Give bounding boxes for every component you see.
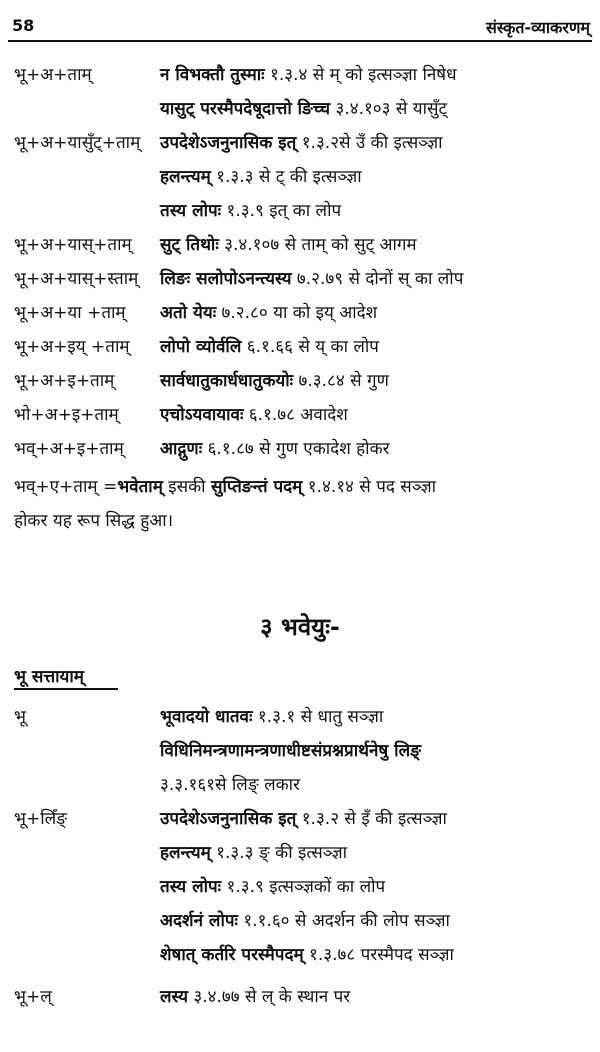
form-cell: भू+ल् [14, 987, 52, 1007]
page-number: 58 [12, 16, 35, 35]
derivation-row [0, 364, 600, 398]
sutra-text: सुट् तिथोः [160, 235, 219, 255]
sutra-note: ७.२.८० या को इय् आदेश [216, 303, 378, 323]
form-cell: भू+अ+इ+ताम् [14, 371, 115, 391]
sutra-text: उपदेशेऽजनुनासिक इत् [160, 133, 297, 153]
derivation-row [0, 398, 600, 432]
derivation-row [0, 700, 600, 734]
derivation-row [0, 768, 600, 802]
form-cell: भू+लिँङ् [14, 809, 67, 829]
sutra-note: ३.३.१६१से लिङ् लकार [160, 775, 301, 795]
form-cell: भू [14, 707, 26, 727]
derivation-row [0, 870, 600, 904]
subheading-underline [14, 688, 118, 690]
derivation-row [0, 126, 600, 160]
derivation-row [0, 836, 600, 870]
form-cell: भू+अ+या +ताम् [14, 303, 126, 323]
form-cell: भू+अ+यास्+ताम् [14, 235, 132, 255]
sutra-note: १.३.१ से धातु सञ्ज्ञा [252, 707, 384, 727]
sutra-text: अतो येयः [160, 303, 217, 323]
sutra-note: १.३.३ ङ् की इत्सञ्ज्ञा [210, 843, 348, 863]
sutra-note: १.३.७८ परस्मैपद सञ्ज्ञा [303, 945, 454, 965]
sutra-note: ७.३.८४ से गुण [293, 371, 389, 391]
derivation-row [0, 432, 600, 466]
sutra-text: शेषात् कर्तरि परस्मैपदम् [160, 945, 304, 965]
sutra-text: लिङः सलोपोऽनन्त्यस्य [160, 269, 292, 289]
final-word: भवेताम् [117, 477, 163, 497]
sutra-note: ७.२.७९ से दोनों स् का लोप [291, 269, 464, 289]
sutra-text: हलन्त्यम् [160, 167, 211, 187]
sutra-text: लोपो व्योर्वलि [160, 337, 242, 357]
final-result-line [14, 474, 436, 497]
sutra-text: भूवादयो धातवः [160, 707, 253, 727]
form-cell: भू+अ+यास्+स्ताम् [14, 269, 139, 289]
sutra-note: १.३.४ से म् को इत्सञ्ज्ञा निषेध [264, 65, 457, 85]
sutra-text: एचोऽयवायावः [160, 405, 244, 425]
form-cell: भू+अ+यासुँट्+ताम् [14, 133, 141, 153]
final-note: १.४.१४ से पद सञ्ज्ञा [302, 477, 437, 497]
sutra-note: ६.१.७८ अवादेश [243, 405, 348, 425]
derivation-row [0, 802, 600, 836]
form-cell: भू+अ+इय् +ताम् [14, 337, 130, 357]
sutra-note: १.३.२से उँ की इत्सञ्ज्ञा [296, 133, 443, 153]
sutra-note: ६.१.६६ से य् का लोप [241, 337, 379, 357]
sutra-text: तस्य लोपः [160, 877, 222, 897]
sutra-text: न विभक्तौ तुस्माः [160, 65, 265, 85]
form-cell: भव्+अ+इ+ताम् [14, 439, 124, 459]
sutra-note: १.३.९ इत्सञ्ज्ञकों का लोप [221, 877, 386, 897]
page-header [8, 14, 592, 42]
sutra-text: विधिनिमन्त्रणामन्त्रणाधीष्टसंप्रश्नप्रार्थनेषु लिङ् [160, 741, 421, 761]
derivation-row [0, 330, 600, 364]
derivation-row [0, 296, 600, 330]
final-sutra: सुप्तिङन्तं पदम् [210, 477, 303, 497]
running-title: संस्कृत-व्याकरणम् [486, 18, 590, 37]
derivation-row [0, 194, 600, 228]
derivation-row [0, 58, 600, 92]
derivation-row [0, 980, 600, 1014]
sutra-note: ३.४.१०३ से यासुँट् [330, 99, 448, 119]
final-result-line-2: होकर यह रूप सिद्ध हुआ। [14, 511, 174, 531]
sutra-note: ६.१.८७ से गुण एकादेश होकर [202, 439, 390, 459]
sutra-text: तस्य लोपः [160, 201, 222, 221]
sutra-text: हलन्त्यम् [160, 843, 211, 863]
form-cell: भू+अ+ताम् [14, 65, 92, 85]
final-form: भव्+ए+ताम् = [14, 477, 118, 497]
sutra-note: १.३.९ इत् का लोप [221, 201, 342, 221]
derivation-row [0, 904, 600, 938]
sutra-text: उपदेशेऽजनुनासिक इत् [160, 809, 297, 829]
section-heading: ३ भवेयुः- [260, 613, 340, 641]
sutra-note: १.३.२ से इँ की इत्सञ्ज्ञा [296, 809, 447, 829]
sutra-text: अदर्शनं लोपः [160, 911, 238, 931]
root-subheading: भू सत्तायाम् [14, 667, 84, 687]
final-connector: इसकी [162, 477, 211, 497]
sutra-note: १.३.३ से ट् की इत्सञ्ज्ञा [210, 167, 362, 187]
derivation-row [0, 734, 600, 768]
sutra-text: सार्वधातुकार्धधातुकयोः [160, 371, 294, 391]
sutra-note: १.१.६० से अदर्शन की लोप सञ्ज्ञा [237, 911, 450, 931]
derivation-row [0, 938, 600, 972]
derivation-row [0, 160, 600, 194]
derivation-row [0, 92, 600, 126]
derivation-row [0, 228, 600, 262]
derivation-row [0, 262, 600, 296]
sutra-text: यासुट् परस्मैपदेषूदात्तो ङिच्च [160, 99, 331, 119]
sutra-text: लस्य [160, 987, 188, 1007]
sutra-note: ३.४.७७ से ल् के स्थान पर [188, 987, 351, 1007]
sutra-text: आद्गुणः [160, 439, 203, 459]
sutra-note: ३.४.१०७ से ताम् को सुट् आगम [218, 235, 417, 255]
form-cell: भो+अ+इ+ताम् [14, 405, 119, 425]
